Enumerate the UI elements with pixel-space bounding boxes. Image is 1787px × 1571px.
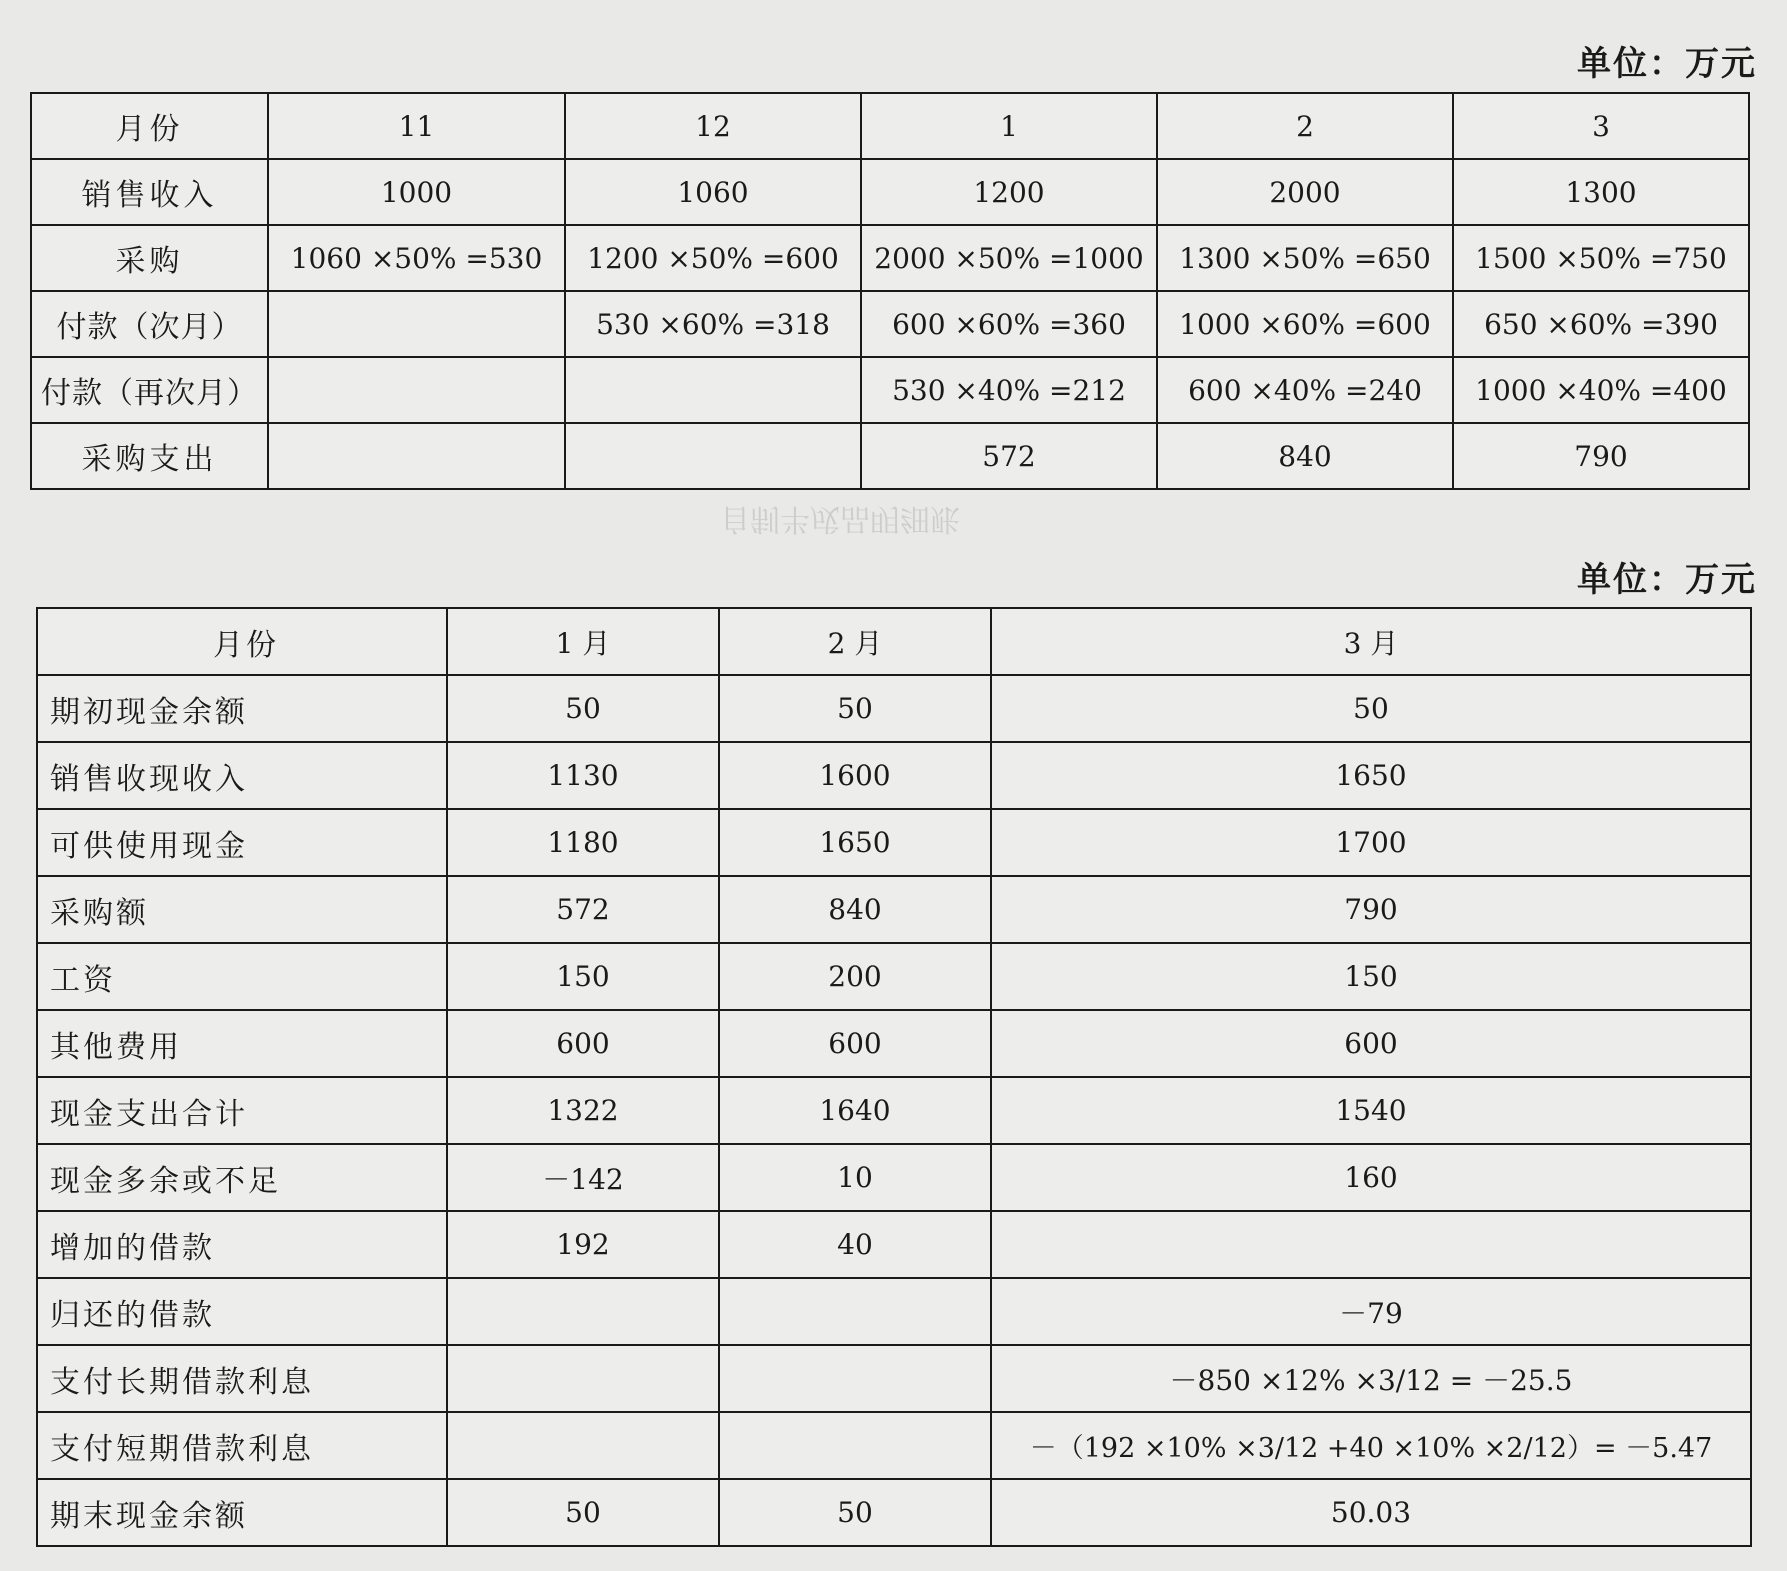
table-cell: 2000	[1157, 159, 1453, 225]
table-cell: 1700	[991, 809, 1751, 876]
table-cell	[565, 423, 861, 489]
table-cell: 50	[447, 1479, 719, 1546]
table-cell: 1650	[719, 809, 991, 876]
table-cell	[719, 1278, 991, 1345]
table-row	[37, 1010, 1751, 1077]
table-cell: 530 ×60% =318	[565, 291, 861, 357]
table-cell: 1000	[268, 159, 565, 225]
table-cell	[447, 1412, 719, 1479]
row-label: 销售收入	[31, 159, 268, 225]
table-row	[37, 1077, 1751, 1144]
table-cell: 840	[1157, 423, 1453, 489]
row-label: 归还的借款	[37, 1278, 447, 1345]
table-cell: 1000 ×60% =600	[1157, 291, 1453, 357]
table-row	[31, 159, 1749, 225]
row-label: 工资	[37, 943, 447, 1010]
purchase-table-header-row	[31, 93, 1749, 159]
cash-budget-header-row	[37, 608, 1751, 675]
header-cell: 11	[268, 93, 565, 159]
bleed-through-text: 自制半成品明细账	[720, 501, 960, 536]
table-cell: 790	[1453, 423, 1749, 489]
table-row	[37, 1479, 1751, 1546]
table-cell: 1200 ×50% =600	[565, 225, 861, 291]
row-label: 支付长期借款利息	[37, 1345, 447, 1412]
header-cell: 1 月	[447, 608, 719, 675]
table-row	[37, 1412, 1751, 1479]
header-cell: 1	[861, 93, 1157, 159]
table-cell	[719, 1412, 991, 1479]
table-row	[31, 357, 1749, 423]
row-label: 现金支出合计	[37, 1077, 447, 1144]
table-cell: 1300 ×50% =650	[1157, 225, 1453, 291]
table-row	[31, 423, 1749, 489]
table-row	[37, 1211, 1751, 1278]
header-cell: 12	[565, 93, 861, 159]
table-cell	[268, 423, 565, 489]
table-cell: －142	[447, 1144, 719, 1211]
table-cell: 600	[447, 1010, 719, 1077]
table-cell	[268, 357, 565, 423]
header-cell: 月份	[31, 93, 268, 159]
cash-budget-table	[36, 607, 1752, 1547]
table-cell	[719, 1345, 991, 1412]
table-cell: 50	[719, 675, 991, 742]
unit-label-top: 单位：万元	[1577, 44, 1757, 84]
row-label: 销售收现收入	[37, 742, 447, 809]
table-cell: 1640	[719, 1077, 991, 1144]
table-cell: 1060	[565, 159, 861, 225]
table-row	[37, 1144, 1751, 1211]
table-row	[37, 1345, 1751, 1412]
table-cell: 790	[991, 876, 1751, 943]
table-cell: 600	[991, 1010, 1751, 1077]
row-label: 采购额	[37, 876, 447, 943]
table-cell: 650 ×60% =390	[1453, 291, 1749, 357]
table-row	[37, 943, 1751, 1010]
unit-label-bottom: 单位：万元	[1577, 560, 1757, 600]
row-label: 增加的借款	[37, 1211, 447, 1278]
row-label: 其他费用	[37, 1010, 447, 1077]
table-cell: －850 ×12% ×3/12 = －25.5	[991, 1345, 1751, 1412]
table-cell: 50	[719, 1479, 991, 1546]
row-label: 期初现金余额	[37, 675, 447, 742]
table-cell	[565, 357, 861, 423]
table-row	[31, 225, 1749, 291]
table-row	[37, 1278, 1751, 1345]
table-cell: 1180	[447, 809, 719, 876]
header-cell: 3	[1453, 93, 1749, 159]
table-cell: 2000 ×50% =1000	[861, 225, 1157, 291]
row-label: 采购	[31, 225, 268, 291]
header-cell: 2	[1157, 93, 1453, 159]
table-cell: 1000 ×40% =400	[1453, 357, 1749, 423]
table-cell: 1200	[861, 159, 1157, 225]
table-cell: 840	[719, 876, 991, 943]
table-cell: 50	[991, 675, 1751, 742]
table-cell: 572	[447, 876, 719, 943]
table-cell: 192	[447, 1211, 719, 1278]
row-label: 可供使用现金	[37, 809, 447, 876]
table-cell: 600 ×40% =240	[1157, 357, 1453, 423]
header-cell: 2 月	[719, 608, 991, 675]
table-cell: 530 ×40% =212	[861, 357, 1157, 423]
row-label: 期末现金余额	[37, 1479, 447, 1546]
table-cell: －（192 ×10% ×3/12 +40 ×10% ×2/12）= －5.47	[991, 1412, 1751, 1479]
table-row	[37, 742, 1751, 809]
table-cell: 50	[447, 675, 719, 742]
row-label: 付款（次月）	[31, 291, 268, 357]
table-cell: 1500 ×50% =750	[1453, 225, 1749, 291]
table-cell: 150	[991, 943, 1751, 1010]
table-cell: 10	[719, 1144, 991, 1211]
table-cell	[268, 291, 565, 357]
table-cell: 160	[991, 1144, 1751, 1211]
table-cell	[447, 1278, 719, 1345]
table-cell: 40	[719, 1211, 991, 1278]
table-cell	[447, 1345, 719, 1412]
table-cell: 1060 ×50% =530	[268, 225, 565, 291]
header-cell: 3 月	[991, 608, 1751, 675]
table-cell: 1322	[447, 1077, 719, 1144]
purchase-table	[30, 92, 1750, 490]
table-cell: －79	[991, 1278, 1751, 1345]
table-cell: 1540	[991, 1077, 1751, 1144]
table-cell: 600 ×60% =360	[861, 291, 1157, 357]
table-row	[37, 675, 1751, 742]
row-label: 采购支出	[31, 423, 268, 489]
table-cell: 1300	[1453, 159, 1749, 225]
table-row	[37, 809, 1751, 876]
header-cell: 月份	[37, 608, 447, 675]
row-label: 现金多余或不足	[37, 1144, 447, 1211]
table-cell: 200	[719, 943, 991, 1010]
table-row	[31, 291, 1749, 357]
table-cell: 1600	[719, 742, 991, 809]
table-cell: 600	[719, 1010, 991, 1077]
table-row	[37, 876, 1751, 943]
table-cell	[991, 1211, 1751, 1278]
row-label: 支付短期借款利息	[37, 1412, 447, 1479]
row-label: 付款（再次月）	[31, 357, 268, 423]
table-cell: 50.03	[991, 1479, 1751, 1546]
table-cell: 1650	[991, 742, 1751, 809]
table-cell: 150	[447, 943, 719, 1010]
table-cell: 1130	[447, 742, 719, 809]
table-cell: 572	[861, 423, 1157, 489]
